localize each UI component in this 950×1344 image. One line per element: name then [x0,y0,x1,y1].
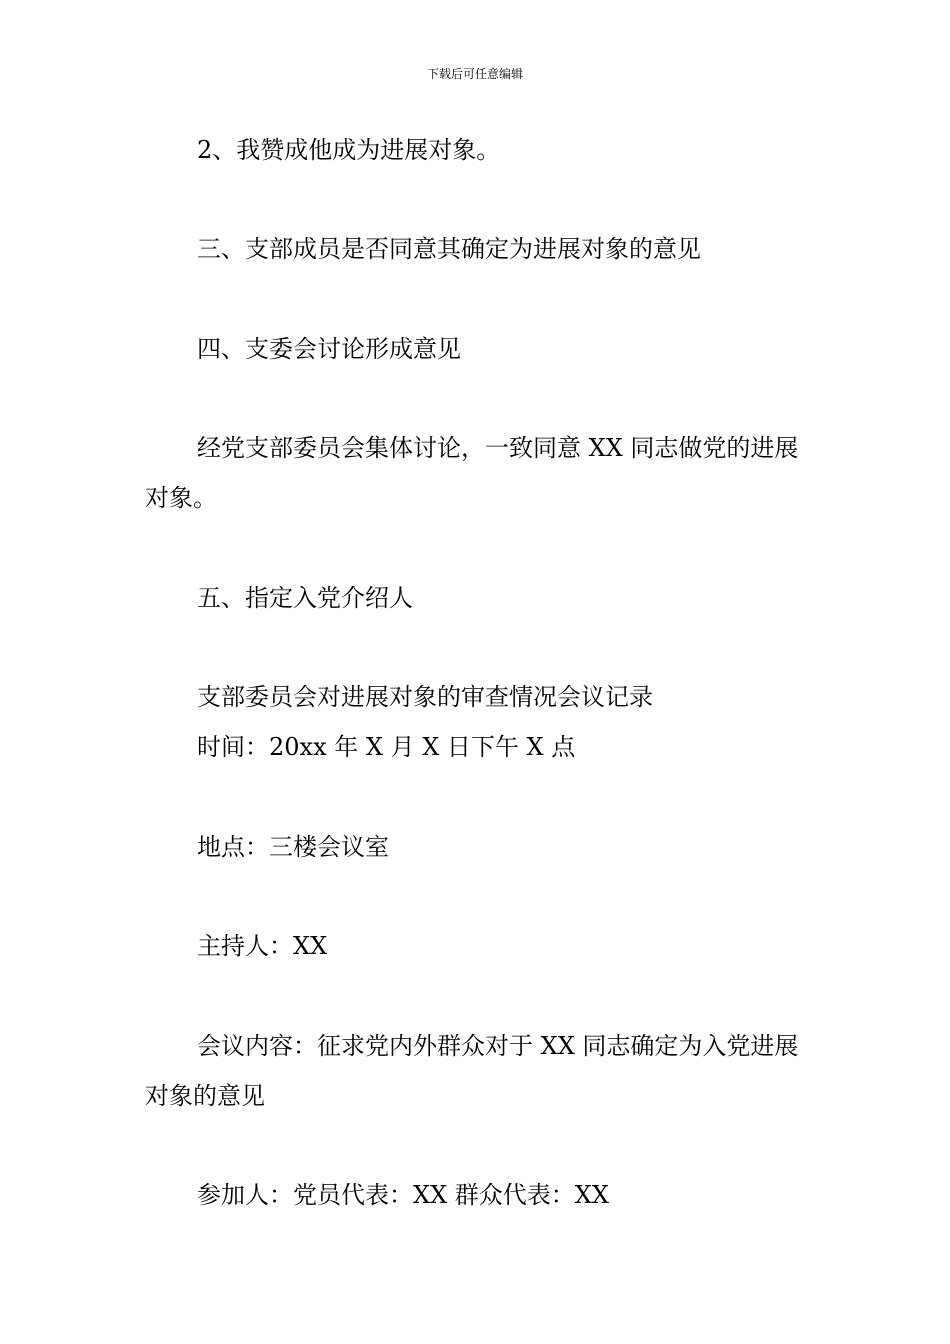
meeting-location: 地点：三楼会议室 [197,833,389,861]
section-five-heading: 五、指定入党介绍人 [197,584,413,612]
section-three-heading: 三、支部成员是否同意其确定为进展对象的意见 [197,235,701,263]
paragraph-agree-development: 2、我赞成他成为进展对象。 [197,136,501,164]
paragraph-committee-decision: 经党支部委员会集体讨论，一致同意 XX 同志做党的进展对象。 [145,434,799,512]
meeting-time: 时间：20xx 年 X 月 X 日下午 X 点 [197,733,576,761]
record-title: 支部委员会对进展对象的审查情况会议记录 [197,683,653,711]
page-header: 下载后可任意编辑 [426,67,523,81]
meeting-content: 会议内容：征求党内外群众对于 XX 同志确定为入党进展对象的意见 [145,1032,799,1110]
section-four-heading: 四、支委会讨论形成意见 [197,335,461,363]
meeting-host: 主持人：XX [197,932,328,960]
meeting-attendees: 参加人：党员代表：XX 群众代表：XX [197,1181,609,1209]
